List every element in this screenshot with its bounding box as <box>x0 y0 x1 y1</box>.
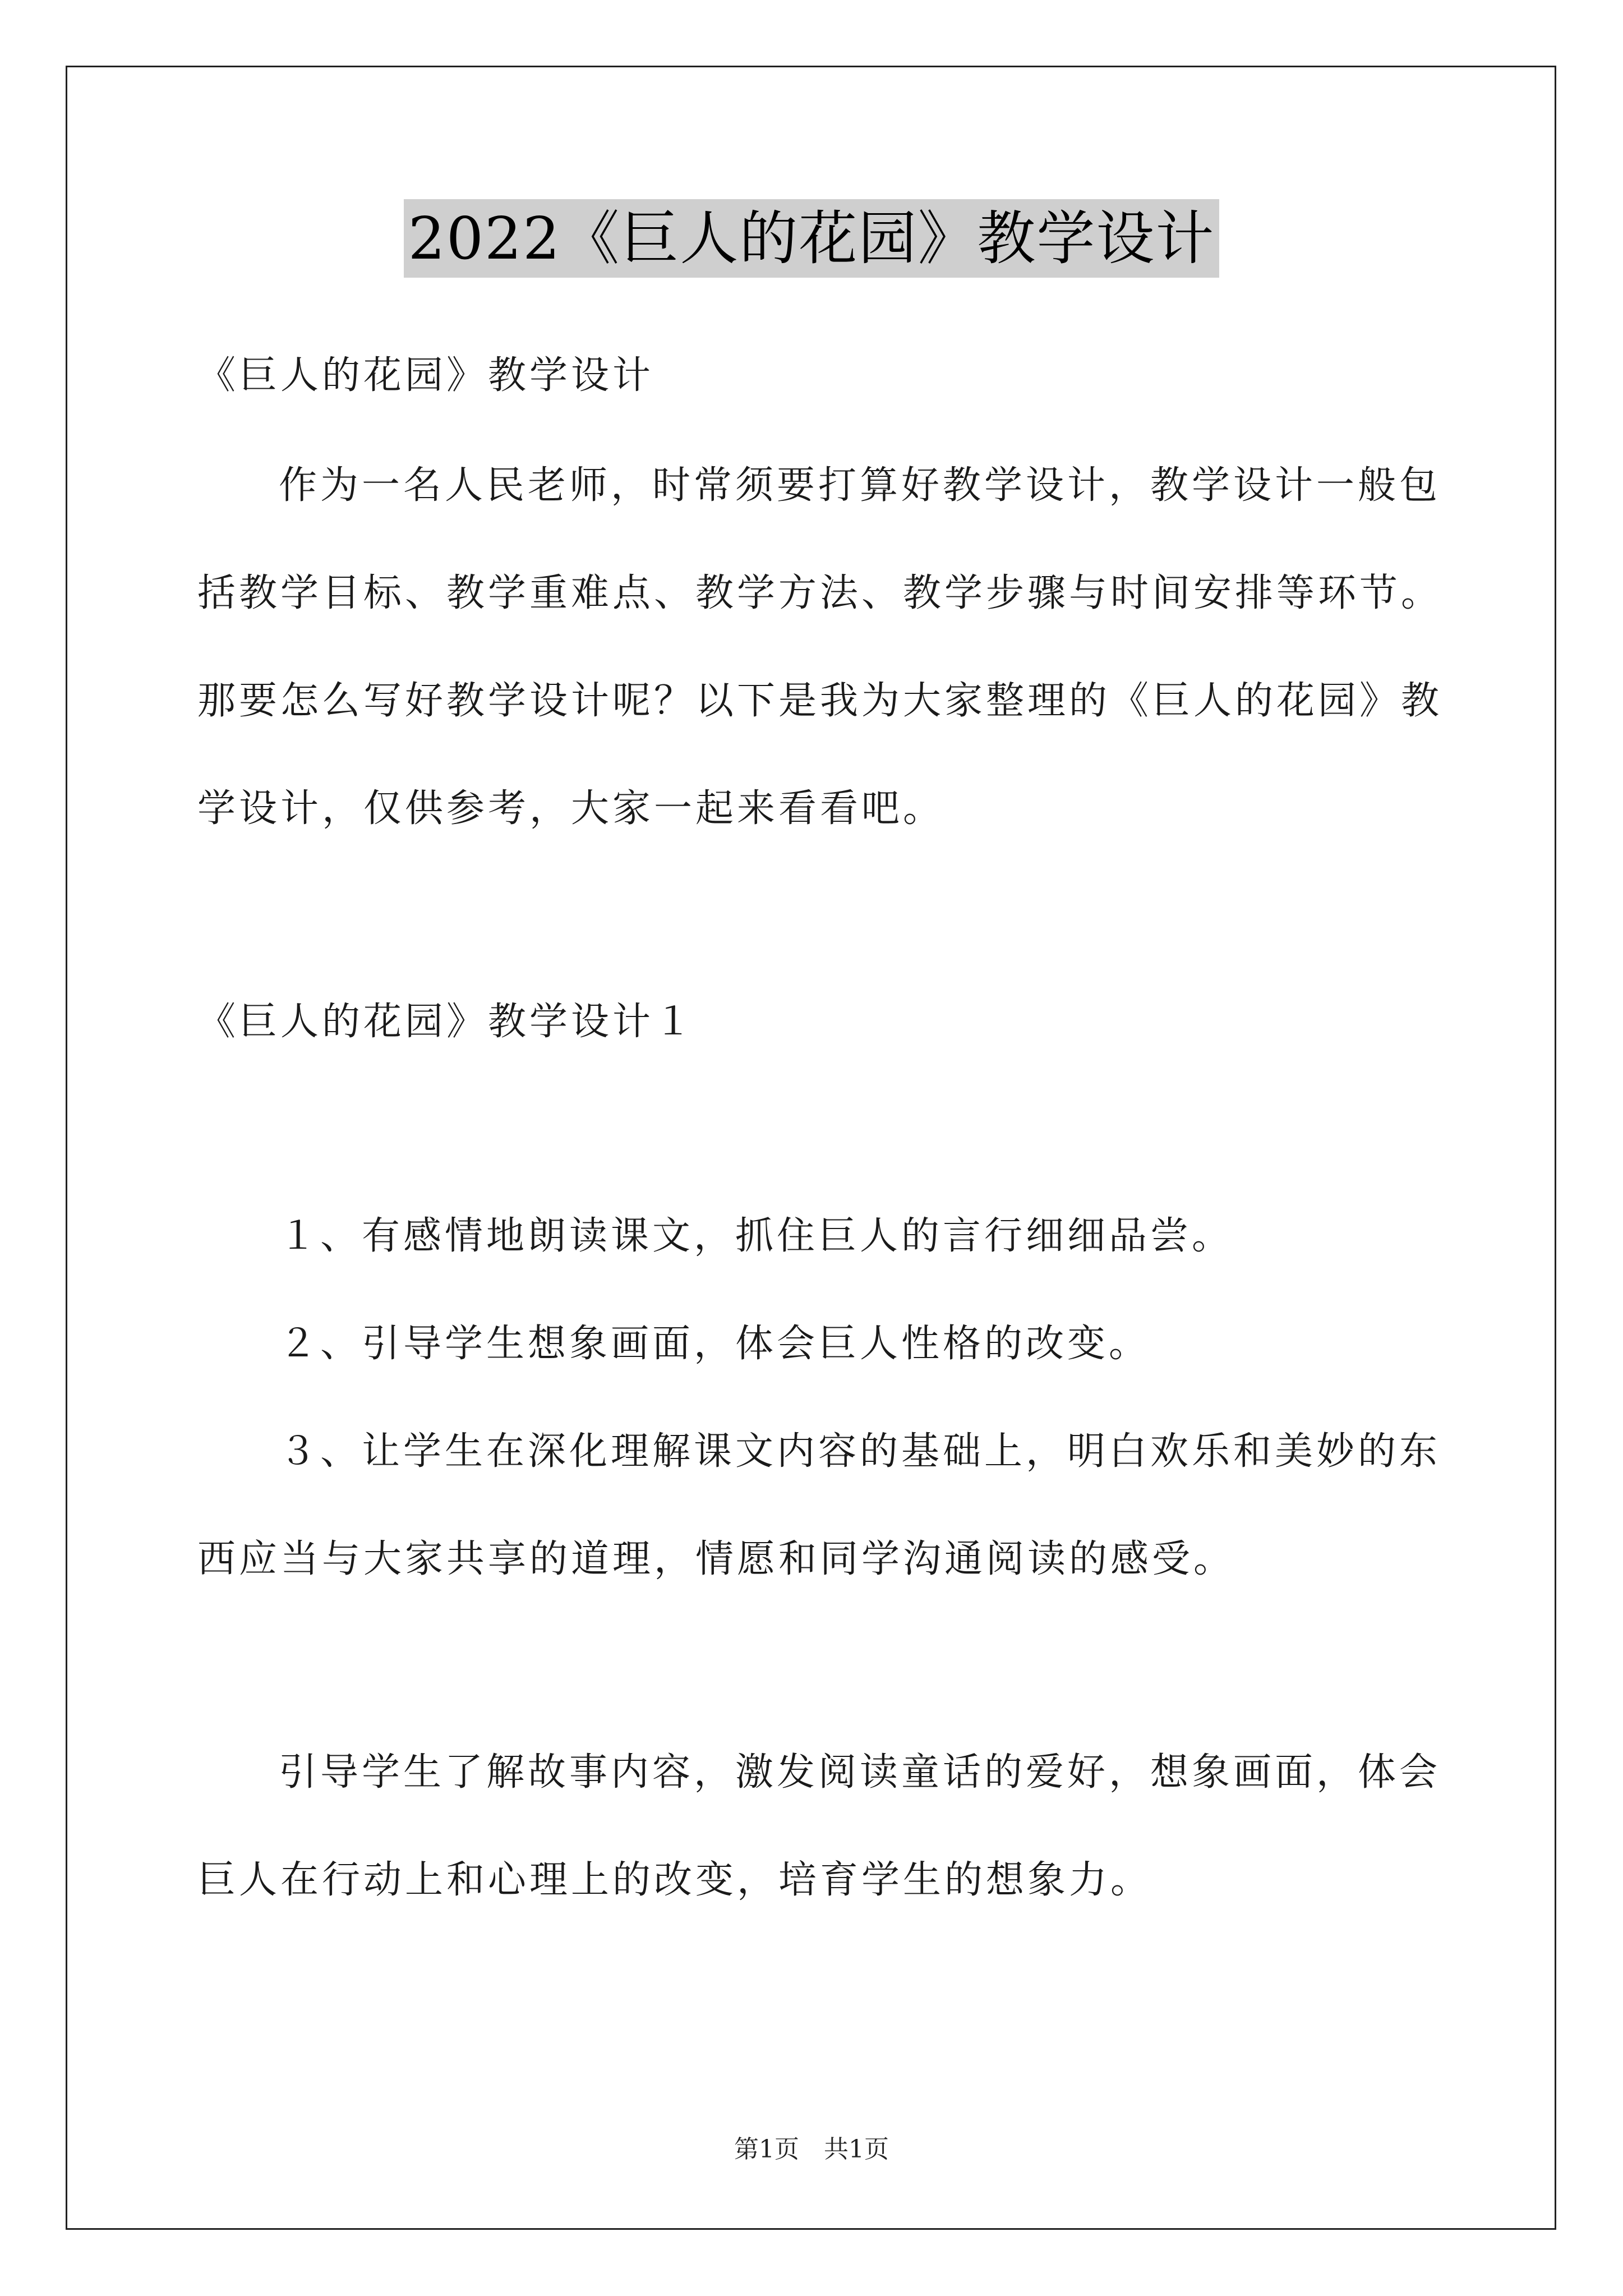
section-heading: 《巨人的花园》教学设计１ <box>197 1000 696 1044</box>
intro-line-1: 作为一名人民老师，时常须要打算好教学设计，教学设计一般包 <box>279 463 1441 508</box>
goal-line-1: １、有感情地朗读课文，抓住巨人的言行细细品尝。 <box>279 1214 1234 1258</box>
goal-line-3: ３、让学生在深化理解课文内容的基础上，明白欢乐和美妙的东 <box>279 1429 1441 1474</box>
document-title-block <box>0 199 1623 278</box>
subtitle: 《巨人的花园》教学设计 <box>197 353 654 398</box>
document-title: 2022《巨人的花园》教学设计 <box>404 199 1220 278</box>
focus-line-1: 引导学生了解故事内容，激发阅读童话的爱好，想象画面，体会 <box>279 1750 1441 1795</box>
intro-line-3: 那要怎么写好教学设计呢？以下是我为大家整理的《巨人的花园》教 <box>197 679 1443 723</box>
goal-line-2: ２、引导学生想象画面，体会巨人性格的改变。 <box>279 1322 1151 1366</box>
intro-line-4: 学设计，仅供参考，大家一起来看看吧。 <box>197 786 945 831</box>
focus-line-2: 巨人在行动上和心理上的改变，培育学生的想象力。 <box>197 1858 1152 1902</box>
intro-line-2: 括教学目标、教学重难点、教学方法、教学步骤与时间安排等环节。 <box>197 571 1443 615</box>
page-footer: 第1页 共1页 <box>734 2135 889 2164</box>
goal-line-4: 西应当与大家共享的道理，情愿和同学沟通阅读的感受。 <box>197 1537 1235 1581</box>
